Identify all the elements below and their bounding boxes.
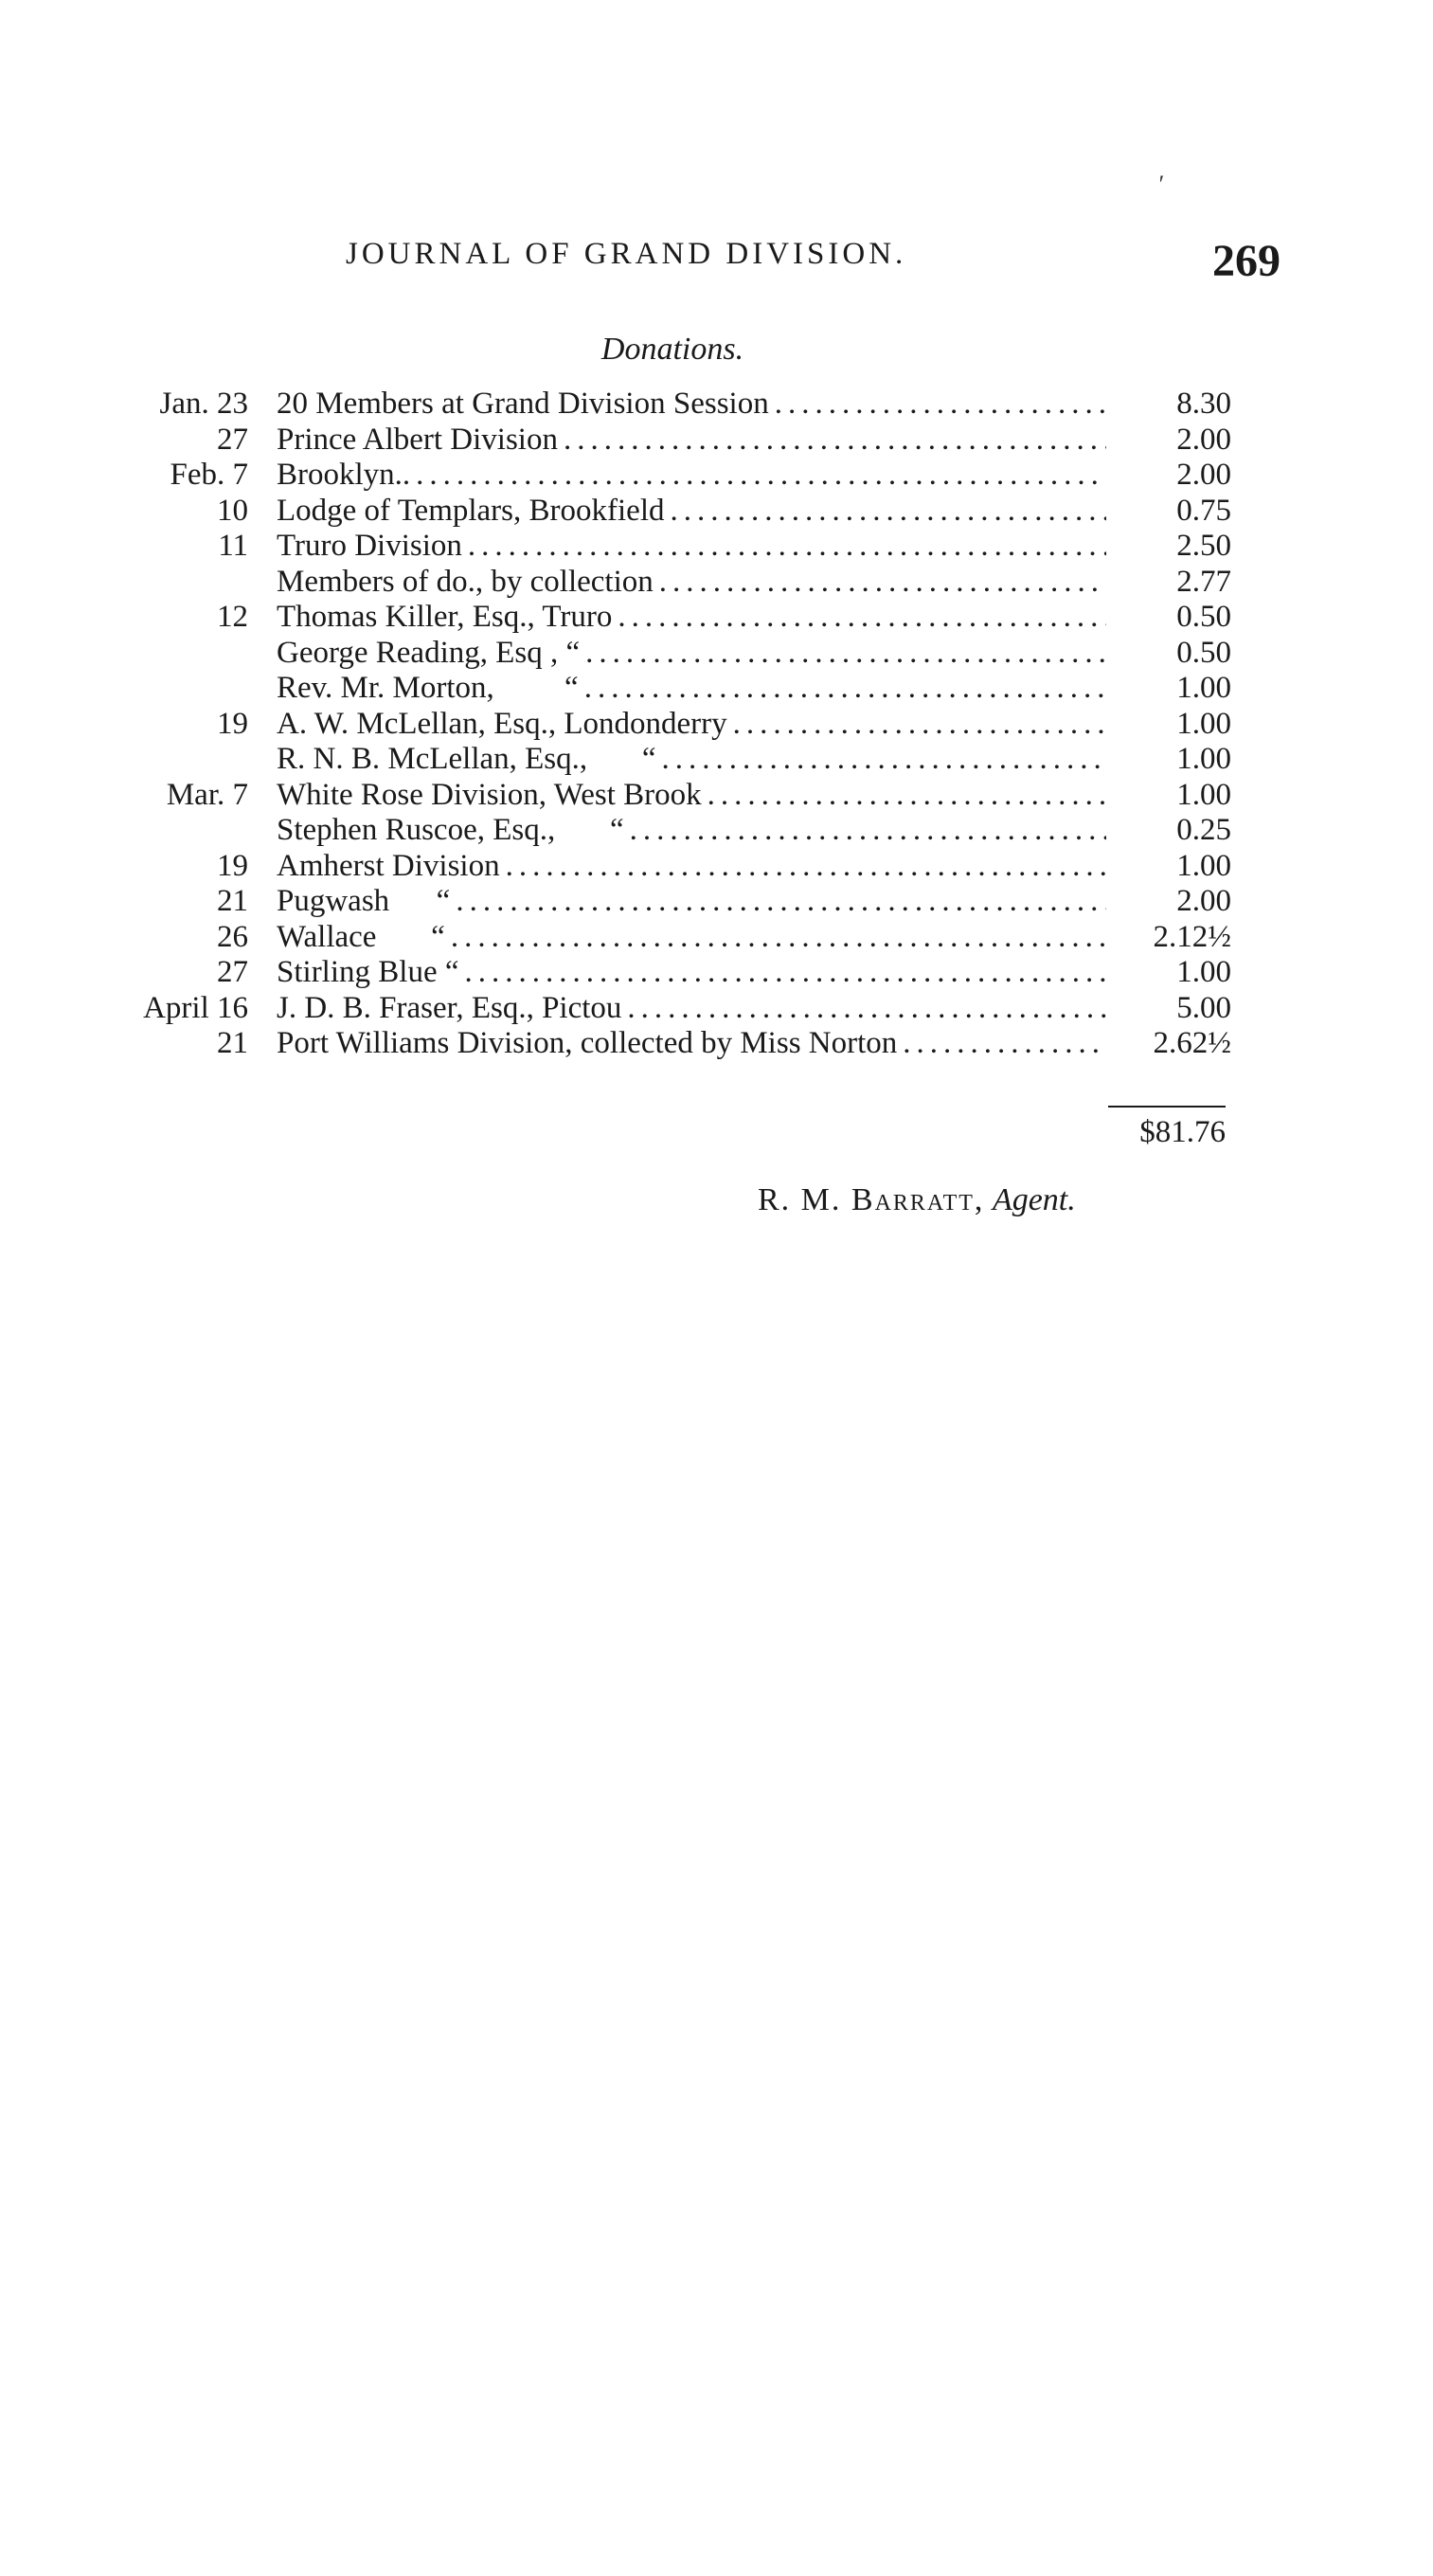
dot-leader [465,955,1107,991]
entry-amount: 0.75 [1176,493,1231,528]
donations-total: $81.76 [1139,1115,1226,1149]
entry-date: 19 [217,706,248,741]
entry-amount: 1.00 [1176,848,1231,883]
entry-date: 27 [217,955,248,989]
ledger-row [114,565,1231,601]
entry-amount: 0.50 [1176,635,1231,670]
ledger-row [114,529,1231,565]
entry-date: 11 [218,529,248,563]
dot-leader [585,636,1106,672]
ledger-row [114,955,1231,991]
entry-description: Thomas Killer, Esq., Truro [277,600,613,634]
entry-description: Lodge of Templars, Brookfield [277,493,665,528]
dot-leader [416,458,1106,494]
entry-amount: 8.30 [1176,387,1231,421]
entry-date: 26 [217,919,248,954]
dot-leader [903,1026,1106,1062]
entry-amount: 2.00 [1176,458,1231,492]
signature-name: R. M. Barratt, [758,1182,985,1217]
dot-leader [630,813,1106,849]
dot-leader [708,778,1106,814]
ledger-row [114,600,1231,636]
entry-description-cell [277,991,1106,1027]
entry-description: White Rose Division, West Brook [277,777,702,812]
ledger-row [114,742,1231,778]
ledger-row [114,707,1231,743]
entry-description-cell [277,671,1106,707]
entry-description-cell [277,884,1106,920]
entry-amount: 2.62½ [1153,1026,1231,1060]
entry-description-cell [277,565,1106,601]
dot-leader [618,600,1106,636]
entry-description: Pugwash “ [277,884,451,918]
entry-date: Jan. 23 [159,387,248,421]
ledger-row [114,494,1231,530]
entry-description: A. W. McLellan, Esq., Londonderry [277,706,727,741]
entry-description: Prince Albert Division [277,422,558,457]
entry-description-cell [277,742,1106,778]
entry-description: Stephen Ruscoe, Esq., “ [277,813,624,847]
entry-amount: 1.00 [1176,742,1231,776]
dot-leader [564,423,1106,459]
entry-date: 27 [217,422,248,457]
entry-description: Wallace “ [277,919,445,954]
running-head: JOURNAL OF GRAND DIVISION. [346,237,907,271]
dot-leader [506,849,1106,885]
stray-mark: ′ [1157,171,1163,198]
ledger-row [114,849,1231,885]
entry-description-cell [277,707,1106,743]
entry-description-cell [277,458,1106,494]
entry-amount: 1.00 [1176,777,1231,812]
entry-date: 21 [217,884,248,918]
entry-date: 10 [217,493,248,528]
entry-date: 21 [217,1026,248,1060]
dot-leader [733,707,1106,743]
entry-description: Amherst Division [277,848,500,883]
entry-description: Truro Division [277,529,462,563]
donations-ledger [114,387,1231,1062]
dot-leader [671,494,1107,530]
entry-description: Stirling Blue “ [277,955,459,989]
entry-description-cell [277,494,1106,530]
entry-description-cell [277,920,1106,956]
dot-leader [584,671,1106,707]
entry-amount: 2.00 [1176,422,1231,457]
entry-description-cell [277,849,1106,885]
entry-description: R. N. B. McLellan, Esq., “ [277,742,656,776]
ledger-row [114,387,1231,423]
ledger-row [114,920,1231,956]
entry-description: Rev. Mr. Morton, “ [277,671,579,705]
ledger-row [114,423,1231,459]
entry-description-cell [277,955,1106,991]
ledger-row [114,458,1231,494]
entry-description: Members of do., by collection [277,564,654,599]
entry-amount: 5.00 [1176,990,1231,1025]
ledger-row [114,778,1231,814]
ledger-row [114,813,1231,849]
entry-description: J. D. B. Fraser, Esq., Pictou [277,990,622,1025]
entry-amount: 1.00 [1176,955,1231,989]
entry-amount: 0.50 [1176,600,1231,634]
dot-leader [468,529,1106,565]
dot-leader [662,742,1106,778]
entry-amount: 2.00 [1176,884,1231,918]
entry-date: 12 [217,600,248,634]
entry-description: Brooklyn.. [277,458,411,492]
dot-leader [451,920,1106,956]
dot-leader [659,565,1106,601]
entry-date: April 16 [143,990,248,1025]
dot-leader [456,884,1106,920]
entry-amount: 0.25 [1176,813,1231,847]
entry-description-cell [277,529,1106,565]
ledger-row [114,671,1231,707]
entry-amount: 2.77 [1176,564,1231,599]
signature [758,1182,1076,1218]
ledger-row [114,636,1231,672]
entry-description-cell [277,813,1106,849]
entry-date: Mar. 7 [166,777,248,812]
dot-leader [627,991,1106,1027]
ledger-row [114,884,1231,920]
entry-amount: 1.00 [1176,671,1231,705]
entry-amount: 2.12½ [1153,919,1231,954]
entry-description-cell [277,600,1106,636]
ledger-row [114,991,1231,1027]
entry-description: 20 Members at Grand Division Session [277,387,769,421]
entry-description: Port Williams Division, collected by Miss Norton [277,1026,898,1060]
entry-description-cell [277,778,1106,814]
dot-leader [775,387,1106,423]
entry-date: 19 [217,848,248,883]
entry-amount: 2.50 [1176,529,1231,563]
entry-description-cell [277,423,1106,459]
entry-description-cell [277,636,1106,672]
entry-description: George Reading, Esq , “ [277,635,581,670]
signature-title: Agent. [992,1182,1076,1217]
page-number: 269 [1212,236,1281,286]
ledger-row [114,1026,1231,1062]
entry-description-cell [277,1026,1106,1062]
entry-description-cell [277,387,1106,423]
total-rule [1108,1106,1226,1108]
entry-amount: 1.00 [1176,706,1231,741]
entry-date: Feb. 7 [170,458,248,492]
section-title: Donations. [600,332,744,367]
